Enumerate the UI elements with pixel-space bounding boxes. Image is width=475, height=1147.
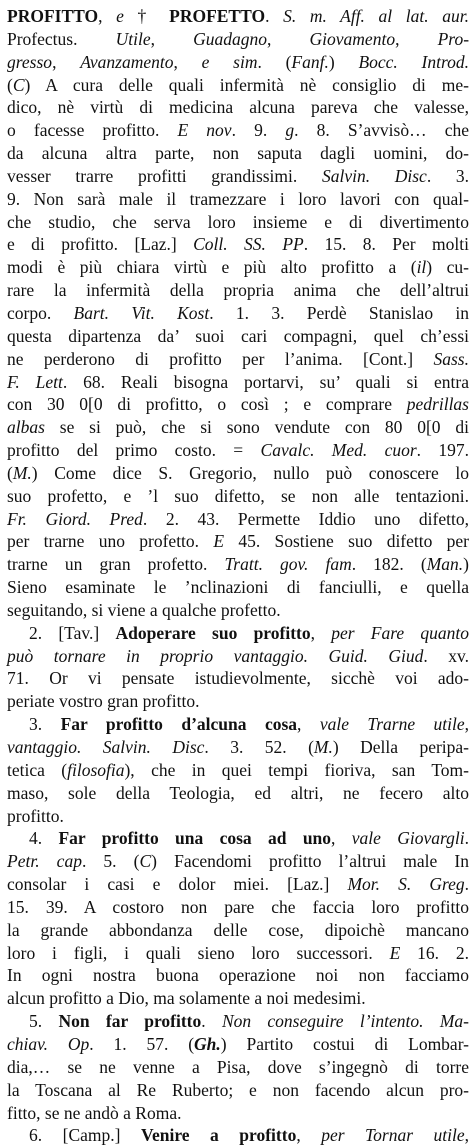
text-segment: e sim xyxy=(201,51,258,72)
text-segment: la grande abbondanza delle cose, dipoichè mancano xyxy=(7,919,469,940)
text-segment: ) cu- xyxy=(426,257,469,278)
text-segment: ) Della peripa- xyxy=(332,737,470,757)
text-line xyxy=(7,599,469,622)
text-segment: S. m. Aff. al lat. aur. xyxy=(283,6,470,26)
text-line xyxy=(7,119,469,142)
text-segment: Mor. S. Greg xyxy=(347,874,465,895)
text-line xyxy=(7,645,469,668)
text-line xyxy=(7,28,469,51)
text-segment: ne perderono di profitto per l’anima. [Cont.] xyxy=(7,348,434,369)
text-line xyxy=(7,142,469,165)
text-segment: vale Giovargli xyxy=(351,828,465,849)
text-segment: Utile xyxy=(115,28,151,49)
text-segment: C xyxy=(139,851,152,872)
text-segment: . 182. ( xyxy=(351,554,427,575)
text-segment: alcun profitto a Dio, ma solamente a noi medesimi. xyxy=(7,988,366,1009)
text-segment: tetica ( xyxy=(7,759,68,780)
text-line xyxy=(7,348,469,371)
text-line xyxy=(7,165,469,188)
text-segment: suo profetto, e ’l suo difetto, se non alle tentazioni. xyxy=(7,485,469,506)
text-segment: vesser trarre profitti grandissimi. xyxy=(7,165,322,186)
dictionary-entry-profitto xyxy=(7,5,469,1147)
text-segment: . ( xyxy=(257,51,292,72)
text-segment: ) A cura delle quali infermità nè consiglio di me- xyxy=(24,74,469,95)
text-line xyxy=(7,1079,469,1102)
text-segment: loro i figli, i quali sieno loro successori. xyxy=(7,942,390,963)
text-line xyxy=(7,371,469,394)
text-segment: † xyxy=(123,6,170,26)
text-line xyxy=(7,393,469,416)
text-segment: Tratt. gov. fam xyxy=(224,554,352,575)
text-line xyxy=(7,987,469,1010)
text-segment: 3. xyxy=(29,714,61,735)
text-segment: 16. 2. xyxy=(400,942,469,963)
text-segment: 4. xyxy=(29,828,59,849)
text-segment: corpo. xyxy=(7,302,74,323)
text-segment: seguitando, si viene a qualche profetto. xyxy=(7,599,281,620)
text-segment: o facesse profitto. xyxy=(7,120,178,141)
text-line xyxy=(7,1056,469,1079)
text-line xyxy=(7,942,469,965)
text-segment: questa dipartenza da’ suoi cari compagni, quel ch’essi xyxy=(7,325,469,346)
text-segment: 45. Sostiene suo difetto per xyxy=(224,531,470,552)
text-line xyxy=(7,896,469,919)
text-segment: per Fare quanto xyxy=(331,622,469,643)
text-segment: Sass. xyxy=(433,348,469,369)
text-segment: filosofia xyxy=(67,759,125,780)
text-segment: 9. Non sarà male il tramezzare i loro lavori con qual- xyxy=(7,188,469,209)
text-segment: 71. Or vi pensate istudievolmente, sicchè voi ado- xyxy=(7,668,469,689)
text-segment: maso, sole della Teologia, ed altri, ne fecero alto xyxy=(7,782,469,803)
text-segment: Profectus. xyxy=(7,28,116,49)
text-segment: Fanf. xyxy=(291,51,329,72)
text-segment: vale Trarne utile xyxy=(319,714,465,735)
text-segment: Guadagno xyxy=(193,28,268,49)
text-segment: 5. xyxy=(29,1011,59,1032)
text-segment: In ogni nostra buona operazione noi non facciamo xyxy=(7,965,469,986)
text-segment: , xyxy=(98,6,117,26)
text-segment: pedrillas xyxy=(406,394,469,415)
text-segment: . 197. xyxy=(416,440,470,461)
text-segment: F. Lett xyxy=(7,371,63,392)
text-segment: . 1. 3. Perdè Stanislao in xyxy=(209,302,469,323)
text-line xyxy=(7,622,469,645)
text-line xyxy=(7,827,469,850)
text-line xyxy=(7,416,469,439)
text-line xyxy=(7,279,469,302)
text-segment: e di profitto. [Laz.] xyxy=(7,234,194,255)
text-segment: ), che in quei tempi fioriva, san Tom- xyxy=(124,759,469,780)
text-line xyxy=(7,873,469,896)
text-line xyxy=(7,1010,469,1033)
text-line xyxy=(7,51,469,74)
text-segment: trarne un gran profetto. xyxy=(7,554,225,575)
text-segment: PROFITTO xyxy=(7,6,99,26)
text-segment: g xyxy=(285,120,295,141)
text-segment: . 3. xyxy=(426,165,469,186)
text-line xyxy=(7,439,469,462)
text-segment: , xyxy=(395,28,438,49)
text-segment: 2. [Tav.] xyxy=(29,622,116,643)
text-line xyxy=(7,805,469,828)
text-segment: . 5. ( xyxy=(81,851,140,872)
text-segment: modi è più chiara virtù e più alto profitto a ( xyxy=(7,257,417,278)
text-segment: 6. [Camp.] xyxy=(29,1125,141,1146)
text-segment: Avanzamento xyxy=(80,51,174,72)
text-line xyxy=(7,782,469,805)
text-segment: chiav. Op xyxy=(7,1033,90,1054)
text-segment: PROFETTO xyxy=(169,6,266,26)
text-segment: ) Come dice S. Gregorio, nullo può conoscere lo xyxy=(31,462,469,483)
text-segment: dia,… se ne venne a Pisa, dove s’ingegnò di torre xyxy=(7,1056,469,1077)
text-segment: profitto del primo costo. = xyxy=(7,440,261,461)
text-line xyxy=(7,1124,469,1147)
text-segment: . 68. Reali bisogna portarvi, su’ quali si entra xyxy=(62,371,469,392)
text-segment: se si può, che si sono vendute con 80 0[0 di xyxy=(44,417,469,438)
text-line xyxy=(7,233,469,256)
text-segment: , xyxy=(297,714,320,735)
text-line xyxy=(7,462,469,485)
text-segment: M. xyxy=(313,737,333,757)
text-line xyxy=(7,919,469,942)
text-segment: da alcuna altra parte, non saputa dagli uomini, do- xyxy=(7,143,469,164)
text-line xyxy=(7,850,469,873)
text-segment: 15. 39. A costoro non pare che faccia loro profitto xyxy=(7,896,469,917)
text-segment: . xyxy=(464,874,470,895)
text-segment: . 8. S’avvisò… che xyxy=(294,120,469,141)
text-segment: . 1. 57. ( xyxy=(89,1033,195,1054)
text-segment: può tornare in proprio vantaggio. Guid. Giud xyxy=(7,645,424,666)
text-segment: per Tornar utile xyxy=(321,1125,465,1146)
text-segment: , xyxy=(464,1125,469,1146)
text-line xyxy=(7,576,469,599)
text-line xyxy=(7,759,469,782)
text-segment: , xyxy=(310,622,332,643)
text-segment: , xyxy=(296,1125,322,1146)
text-line xyxy=(7,485,469,508)
text-line xyxy=(7,188,469,211)
text-segment: . 2. 43. Permette Iddio uno difetto, xyxy=(142,508,469,529)
text-segment: . xyxy=(265,6,284,26)
text-segment: ( xyxy=(7,74,13,95)
text-line xyxy=(7,256,469,279)
text-segment: Bocc. Introd. xyxy=(358,51,470,72)
text-segment: , xyxy=(331,828,352,849)
text-segment: Adoperare suo profitto xyxy=(115,622,311,643)
text-line xyxy=(7,667,469,690)
text-line xyxy=(7,211,469,234)
text-line xyxy=(7,74,469,97)
text-segment: Sieno esaminate le ’nclinazioni di fanciulli, e quella xyxy=(7,577,469,598)
text-segment: Coll. SS. PP xyxy=(193,234,304,255)
text-segment: . xv. xyxy=(423,645,469,666)
text-segment: Far profitto una cosa ad uno xyxy=(58,828,332,849)
text-segment: E xyxy=(213,531,225,552)
text-line xyxy=(7,5,469,28)
text-segment: Non far profitto xyxy=(58,1011,202,1032)
text-segment: Gh. xyxy=(194,1033,221,1054)
text-segment: . xyxy=(201,1011,222,1032)
text-segment: Cavalc. Med. cuor xyxy=(260,440,417,461)
text-segment: profitto. xyxy=(7,805,64,826)
text-segment: Pro- xyxy=(437,28,470,49)
text-segment: , xyxy=(173,51,202,72)
text-line xyxy=(7,96,469,119)
text-segment: E xyxy=(389,942,401,963)
text-segment: albas xyxy=(7,417,45,438)
text-segment: , xyxy=(267,28,310,49)
text-line xyxy=(7,690,469,713)
text-segment: , xyxy=(52,51,81,72)
text-segment: . xyxy=(464,828,470,849)
text-segment: Bart. Vit. Kost xyxy=(73,302,210,323)
text-segment: E nov xyxy=(177,120,232,141)
text-segment: il xyxy=(416,257,427,278)
text-segment: ) Partito costui di Lombar- xyxy=(220,1033,470,1054)
text-segment: C xyxy=(12,74,25,95)
text-line xyxy=(7,302,469,325)
text-line xyxy=(7,964,469,987)
text-segment: Man. xyxy=(426,554,464,575)
text-segment: e xyxy=(116,6,124,26)
text-segment: gresso xyxy=(7,51,53,72)
text-segment: per trarne uno profetto. xyxy=(7,531,214,552)
text-line xyxy=(7,736,469,759)
text-segment: con 30 0[0 di profitto, o così ; e comprare xyxy=(7,394,407,415)
text-segment: Salvin. Disc xyxy=(321,165,427,186)
text-segment: . 15. 8. Per molti xyxy=(303,234,469,255)
text-segment: ) Facendomi profitto l’altrui male In xyxy=(151,851,469,872)
text-line xyxy=(7,1033,469,1056)
text-segment: la Toscana al Re Ruberto; e non facendo alcun pro- xyxy=(7,1079,469,1100)
text-segment: consolar i casi e dolor miei. [Laz.] xyxy=(7,874,348,895)
text-segment: Petr. cap xyxy=(7,851,82,872)
text-segment: ) xyxy=(463,554,469,575)
text-line xyxy=(7,325,469,348)
text-segment: Non conseguire l’intento. Ma- xyxy=(221,1011,469,1032)
text-segment: , xyxy=(150,28,194,49)
text-segment: Fr. Giord. Pred xyxy=(7,508,143,529)
text-line xyxy=(7,713,469,736)
text-segment: rare la infermità della propria anima che dell’altrui xyxy=(7,280,469,301)
text-segment: che studio, che serva loro insieme e di divertimento xyxy=(7,211,469,232)
text-segment: Venire a profitto xyxy=(140,1125,297,1146)
text-line xyxy=(7,1102,469,1125)
text-segment: ) xyxy=(328,51,359,72)
text-segment: , xyxy=(464,714,469,735)
text-line xyxy=(7,530,469,553)
text-segment: Giovamento xyxy=(309,28,396,49)
text-segment: M. xyxy=(12,462,32,483)
text-line xyxy=(7,508,469,531)
text-line xyxy=(7,553,469,576)
text-segment: . 9. xyxy=(231,120,286,141)
text-segment: Far profitto d’alcuna cosa xyxy=(60,714,298,735)
text-segment: ( xyxy=(7,462,13,483)
text-segment: fitto, se ne andò a Roma. xyxy=(7,1102,182,1123)
text-segment: . 3. 52. ( xyxy=(204,737,314,757)
text-segment: vantaggio. Salvin. Disc xyxy=(7,737,205,757)
text-segment: periate vostro gran profitto. xyxy=(7,691,200,712)
text-segment: dico, nè virtù di medicina alcuna pareva che valesse, xyxy=(7,97,469,118)
